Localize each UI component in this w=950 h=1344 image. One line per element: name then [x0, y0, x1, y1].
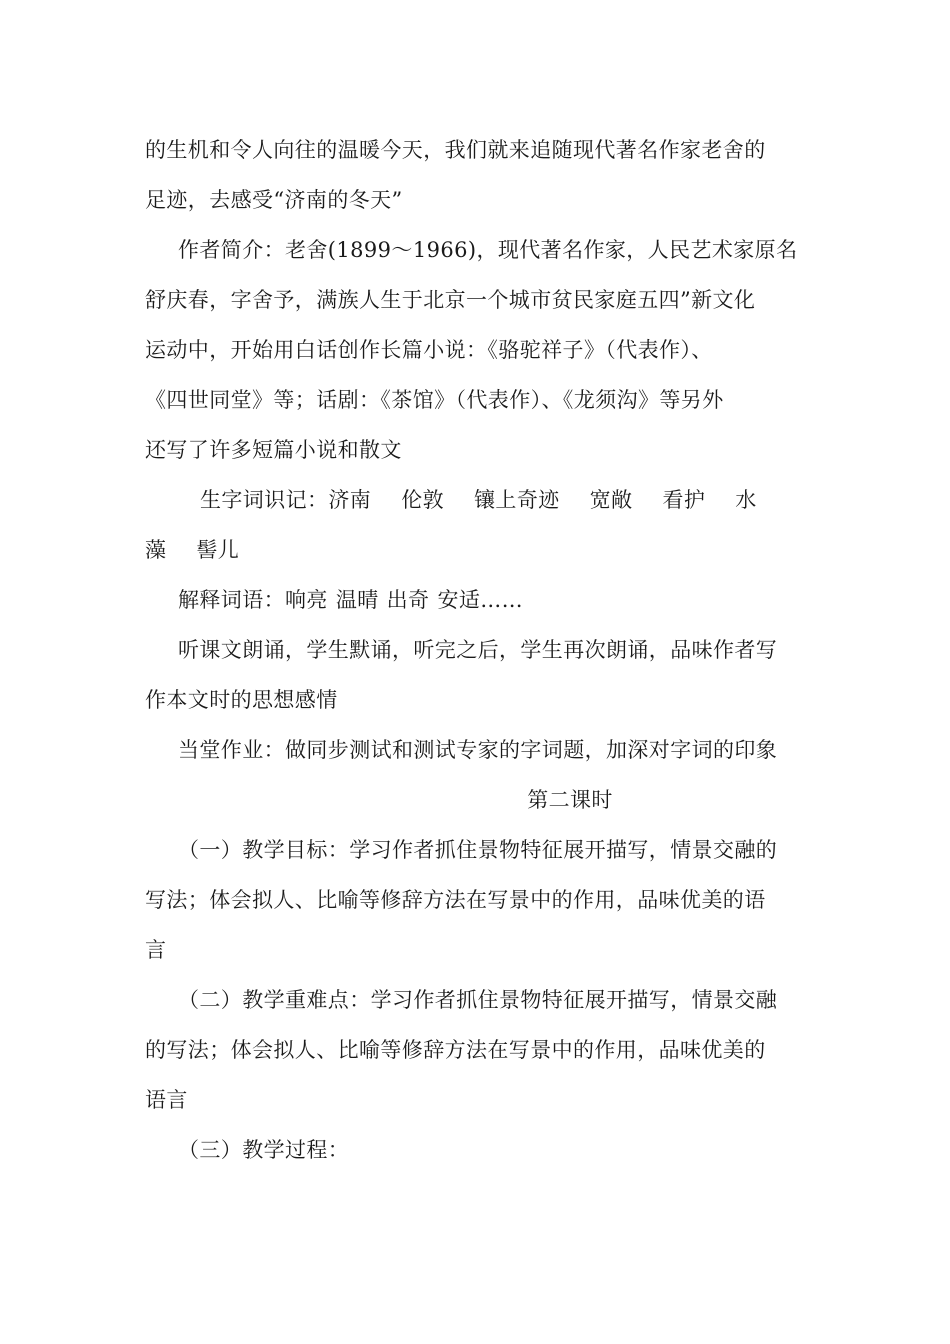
- vocab-word: 水: [735, 488, 757, 512]
- text-line: 运动中，开始用白话创作长篇小说：《骆驼祥子》（代表作）、: [145, 338, 713, 362]
- text-line: 舒庆春，字舍予，满族人生于北京一个城市贫民家庭五四”新文化: [145, 288, 756, 312]
- vocab-line: [200, 480, 820, 520]
- vocab-word: 藻: [145, 538, 167, 562]
- explain-word: 响亮: [285, 588, 328, 612]
- text-line: 还写了许多短篇小说和散文: [145, 438, 402, 462]
- explain-word: 安适……: [437, 588, 524, 612]
- vocab-word: 看护: [662, 488, 706, 512]
- text-line: 的写法；体会拟人、比喻等修辞方法在写景中的作用，品味优美的: [145, 1038, 766, 1062]
- text-line: 写法；体会拟人、比喻等修辞方法在写景中的作用，品味优美的语: [145, 888, 766, 912]
- vocab-word: 镶上奇迹: [474, 488, 560, 512]
- vocab-label: 生字词识记：: [200, 488, 329, 512]
- text-line: 言: [145, 938, 167, 962]
- key-line: （二）教学重难点：学习作者抓住景物特征展开描写，情景交融: [178, 988, 778, 1012]
- text-line: 足迹，去感受“济南的冬天”: [145, 188, 403, 212]
- homework-line: 当堂作业：做同步测试和测试专家的字词题，加深对字词的印象: [178, 738, 778, 762]
- explain-word: 出奇: [386, 588, 430, 612]
- text-line: 作本文时的思想感情: [145, 688, 338, 712]
- vocab-word: 伦敦: [401, 488, 445, 512]
- explain-word: 温晴: [335, 588, 379, 612]
- section-title: 第二课时: [527, 788, 613, 812]
- goal-line: （一）教学目标：学习作者抓住景物特征展开描写，情景交融的: [178, 838, 778, 862]
- vocab-word: 宽敞: [589, 488, 633, 512]
- explain-line: [178, 580, 818, 620]
- explain-label: 解释词语：: [178, 588, 285, 612]
- listen-line: 听课文朗诵，学生默诵，听完之后，学生再次朗诵，品味作者写: [178, 638, 778, 662]
- text-line: 《四世同堂》等；话剧：《茶馆》（代表作）、《龙须沟》等另外: [145, 388, 724, 412]
- author-intro-line: 作者简介：老舍(1899～1966)，现代著名作家，人民艺术家原名: [178, 238, 798, 262]
- vocab-word: 髻儿: [196, 538, 240, 562]
- vocab-word: 济南: [328, 488, 372, 512]
- vocab-continuation-line: [145, 530, 815, 570]
- text-line: 语言: [145, 1088, 188, 1112]
- process-line: （三）教学过程：: [178, 1138, 350, 1162]
- text-line: 的生机和令人向往的温暖今天，我们就来追随现代著名作家老舍的: [145, 138, 766, 162]
